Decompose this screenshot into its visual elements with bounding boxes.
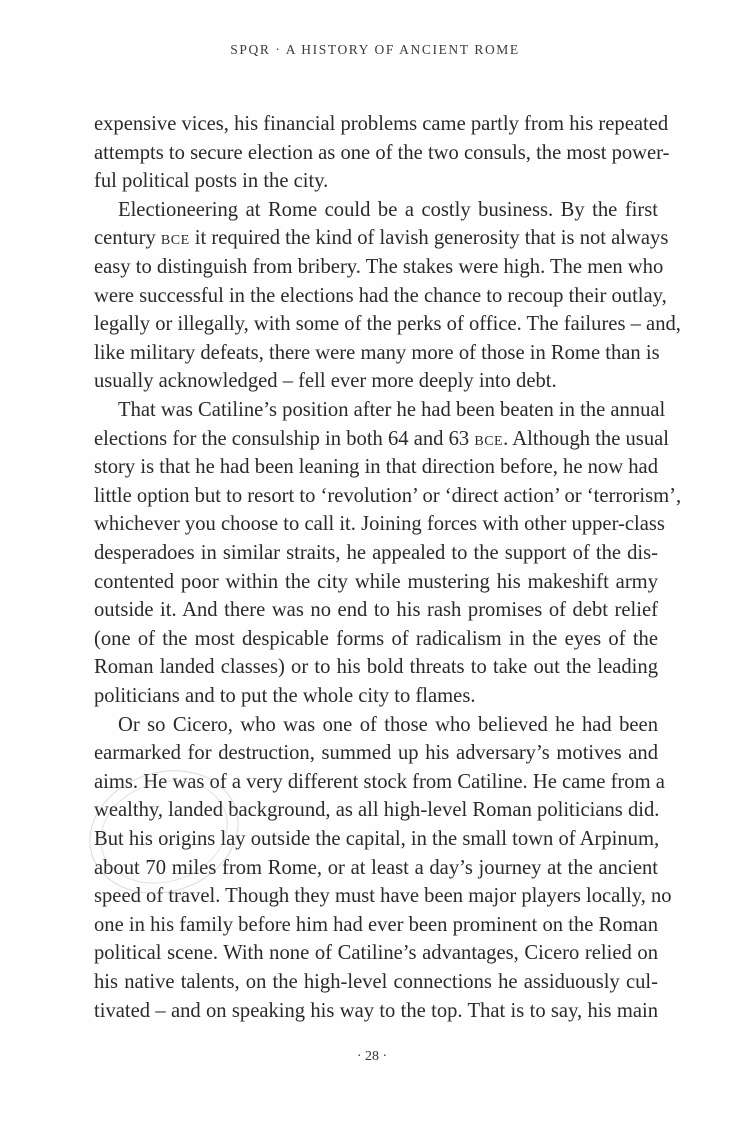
page-number: · 28 · (356, 1049, 388, 1064)
text-line: politicians and to put the whole city to flames. (94, 685, 476, 707)
text-line: were successful in the elections had the chance to recoup their outlay, (94, 284, 667, 307)
text-line: Or so Cicero, who was one of those who believed he had been (118, 713, 658, 736)
text-line: story is that he had been leaning in that direction before, he now had (94, 456, 658, 479)
text-line: legally or illegally, with some of the perks of office. The failures – and, (94, 313, 681, 336)
text-line: whichever you choose to call it. Joining forces with other upper-class (94, 513, 665, 536)
text-line: attempts to secure election as one of the two consuls, the most power- (94, 141, 670, 164)
text-line: aims. He was of a very different stock from Catiline. He came from a (94, 770, 665, 793)
text-line: outside it. And there was no end to his rash promises of debt relief (94, 599, 658, 622)
text-line: his native talents, on the high-level connections he assiduously cul- (94, 971, 658, 993)
text-line: expensive vices, his financial problems came partly from his repeated (94, 113, 669, 135)
text-line: tivated – and on speaking his way to the top. That is to say, his main (94, 999, 658, 1022)
text-line: political scene. With none of Catiline’s advantages, Cicero relied on (94, 942, 658, 965)
text-line: contented poor within the city while mustering his makeshift army (94, 570, 658, 593)
text-line: wealthy, landed background, as all high-level Roman politicians did. (94, 799, 660, 822)
text-line: about 70 miles from Rome, or at least a day’s journey at the ancient (94, 856, 658, 879)
text-line: speed of travel. Though they must have been major players locally, no (94, 885, 672, 908)
text-line: little option but to resort to ‘revolution’ or ‘direct action’ or ‘terrorism’, (94, 484, 682, 507)
text-line: desperadoes in similar straits, he appealed to the support of the dis- (94, 542, 658, 564)
text-line: That was Catiline’s position after he had been beaten in the annual (118, 399, 666, 421)
running-head: SPQR · A HISTORY OF ANCIENT ROME (230, 42, 520, 57)
text-line: usually acknowledged – fell ever more deeply into debt. (94, 370, 557, 393)
text-line: Electioneering at Rome could be a costly business. By the first (118, 198, 658, 221)
text-line: earmarked for destruction, summed up his adversary’s motives and (94, 742, 658, 765)
text-line: (one of the most despicable forms of radicalism in the eyes of the (94, 627, 658, 650)
text-line: But his origins lay outside the capital, in the small town of Arpinum, (94, 828, 660, 850)
text-line: one in his family before him had ever been prominent on the Roman (94, 913, 658, 936)
text-line: century bce it required the kind of lavish generosity that is not always (94, 227, 669, 250)
text-line: elections for the consulship in both 64 and 63 bce. Although the usual (94, 427, 669, 450)
text-line: easy to distinguish from bribery. The stakes were high. The men who (94, 256, 664, 278)
text-line: Roman landed classes) or to his bold threats to take out the leading (94, 656, 658, 679)
text-line: ful political posts in the city. (94, 170, 329, 193)
text-line: like military defeats, there were many more of those in Rome than is (94, 341, 660, 364)
